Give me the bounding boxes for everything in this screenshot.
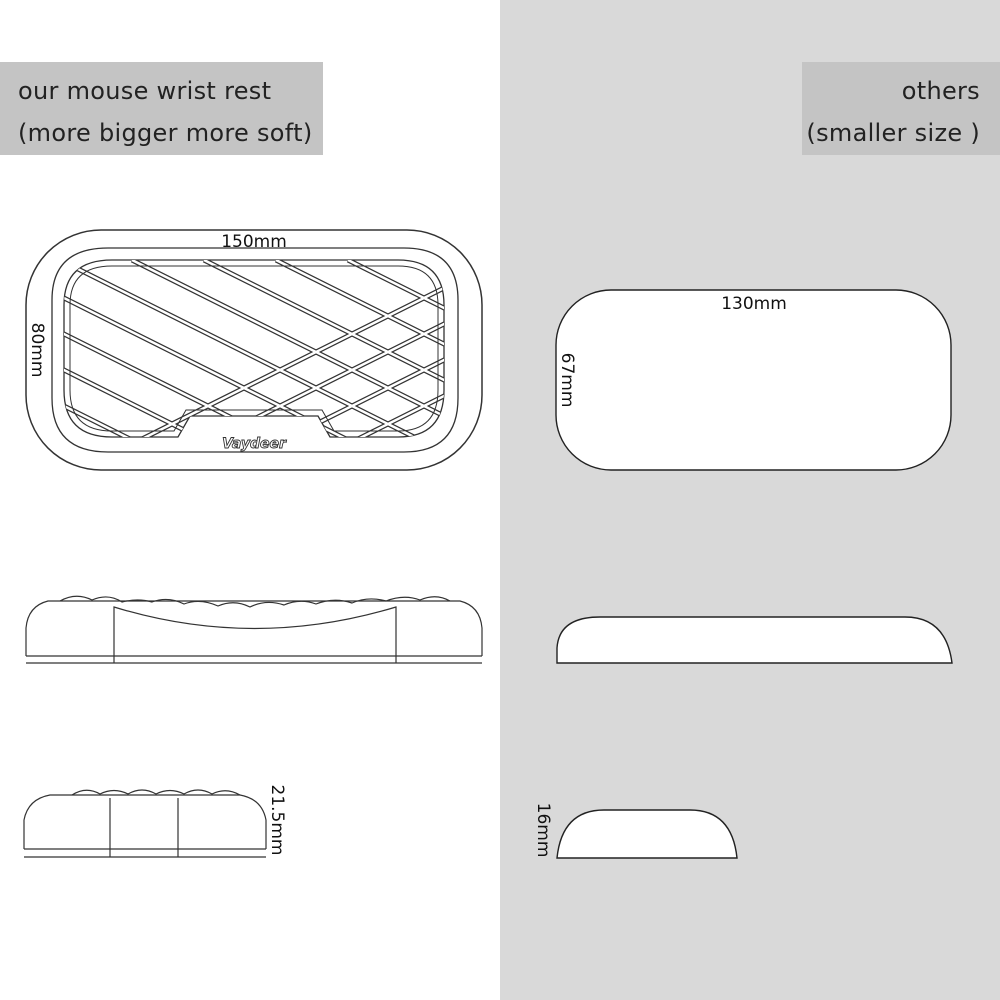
our-width-label: 150mm	[221, 232, 287, 252]
others-title: others	[901, 77, 980, 105]
our-product-subtitle: (more bigger more soft)	[18, 119, 313, 147]
others-rest-top-view	[556, 290, 951, 470]
others-rest-front-view	[557, 617, 952, 663]
others-rest-side-view	[557, 810, 737, 858]
our-rest-front-view	[26, 596, 482, 663]
our-depth-label: 80mm	[27, 322, 47, 378]
others-depth-label: 67mm	[557, 352, 577, 408]
our-product-title: our mouse wrist rest	[18, 77, 272, 105]
others-width-label: 130mm	[721, 294, 787, 314]
others-subtitle: (smaller size )	[806, 119, 980, 147]
our-rest-side-view	[24, 790, 266, 857]
brand-logo: Vaydeer	[222, 436, 286, 452]
our-height-label: 21.5mm	[267, 784, 287, 856]
others-height-label: 16mm	[533, 802, 553, 858]
